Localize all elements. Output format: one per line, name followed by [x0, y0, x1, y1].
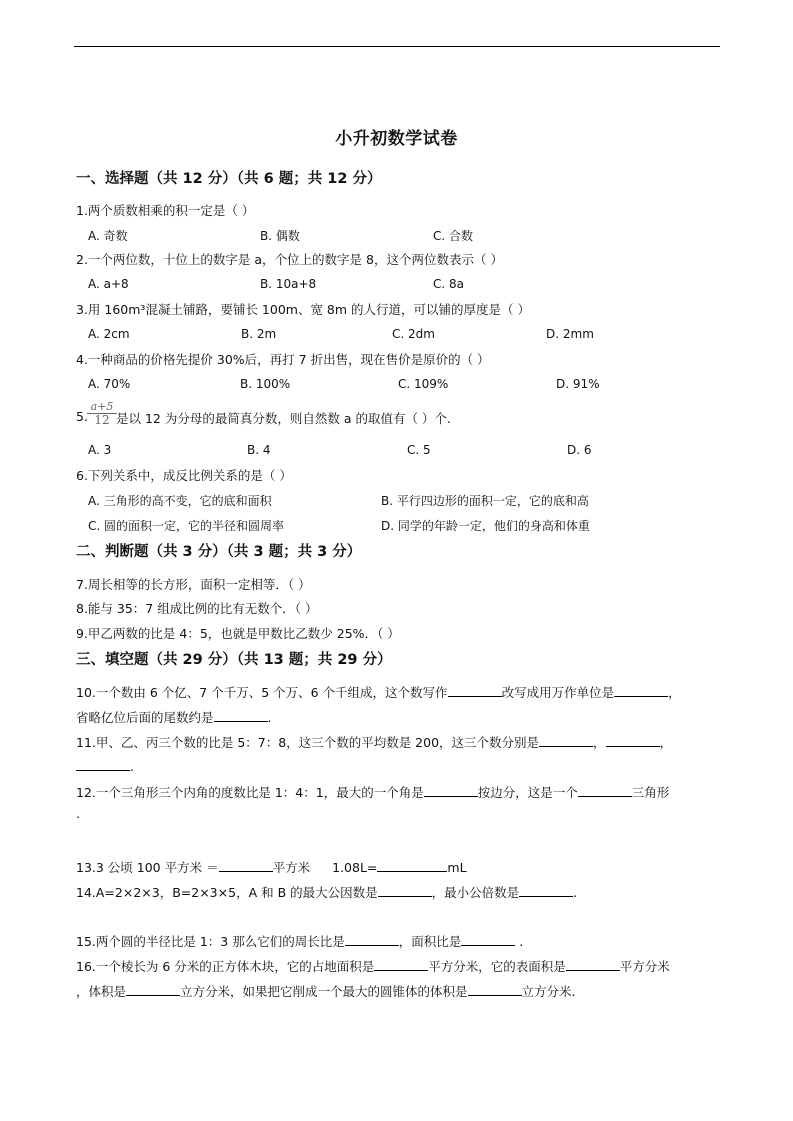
section-heading-choice: 一、选择题（共 12 分）（共 6 题；共 12 分） [76, 171, 382, 187]
question-9: 9.甲乙两数的比是 4：5，也就是甲数比乙数少 25%．（ ） [76, 626, 400, 641]
q16-text-a: 16.一个棱长为 6 分米的正方体木块，它的占地面积是 [76, 959, 375, 974]
question-5-number: 5. [76, 409, 88, 424]
q16-text-b: 平方分米，它的表面积是 [428, 959, 566, 974]
q4-option-d: D. 91% [556, 377, 600, 391]
q13-text-d: mL [447, 860, 467, 875]
q2-option-c: C. 8a [433, 277, 464, 291]
answer-blank [424, 784, 478, 797]
answer-blank [614, 684, 668, 697]
question-10-cont [76, 708, 272, 726]
q4-option-b: B. 100% [240, 377, 291, 391]
q1-option-a: A. 奇数 [88, 229, 128, 243]
answer-blank [126, 983, 180, 996]
answer-blank [461, 933, 515, 946]
q6-option-c: C. 圆的面积一定，它的半径和圆周率 [88, 519, 285, 533]
answer-blank [345, 933, 399, 946]
q5-option-c: C. 5 [407, 443, 431, 457]
question-8: 8.能与 35：7 组成比例的比有无数个．（ ） [76, 601, 318, 616]
q11-text-c: ， [659, 735, 673, 750]
question-12 [76, 783, 669, 801]
answer-blank [519, 884, 573, 897]
q1-option-c: C. 合数 [433, 229, 474, 243]
q10-text-e: . [267, 710, 272, 725]
q12-text-b: 按边分，这是一个 [477, 785, 578, 800]
q2-option-b: B. 10a+8 [260, 277, 317, 291]
q5-option-b: B. 4 [247, 443, 271, 457]
q3-option-b: B. 2m [241, 327, 277, 341]
q13-text-b: 平方米 [272, 860, 311, 875]
q14-text-a: 14.A=2×2×3，B=2×3×5，A 和 B 的最大公因数是 [76, 885, 378, 900]
answer-blank [578, 784, 632, 797]
q6-option-b: B. 平行四边形的面积一定，它的底和高 [381, 494, 589, 508]
answer-blank [377, 859, 447, 872]
answer-blank [374, 958, 428, 971]
question-1: 1.两个质数相乘的积一定是（ ） [76, 203, 255, 218]
q12-text-a: 12.一个三角形三个内角的度数比是 1：4：1，最大的一个角是 [76, 785, 424, 800]
question-4: 4.一种商品的价格先提价 30%后，再打 7 折出售，现在售价是原价的（ ） [76, 352, 490, 367]
q16-text-d: ，体积是 [76, 984, 127, 999]
section-heading-fill: 三、填空题（共 29 分）（共 13 题；共 29 分） [76, 652, 392, 668]
q3-option-a: A. 2cm [88, 327, 130, 341]
header-rule [74, 46, 720, 47]
q15-text-a: 15.两个圆的半径比是 1：3 那么它们的周长比是 [76, 934, 345, 949]
q16-text-e: 立方分米，如果把它削成一个最大的圆锥体的体积是 [180, 984, 468, 999]
q6-option-a: A. 三角形的高不变，它的底和面积 [88, 494, 272, 508]
q10-text-a: 10.一个数由 6 个亿、7 个千万、5 个万、6 个千组成，这个数写作 [76, 685, 448, 700]
question-2: 2.一个两位数，十位上的数字是 a，个位上的数字是 8，这个两位数表示（ ） [76, 252, 503, 267]
answer-blank [378, 884, 432, 897]
q12-text-c: 三角形 [631, 785, 670, 800]
answer-blank [468, 983, 522, 996]
question-6: 6.下列关系中，成反比例关系的是（ ） [76, 468, 292, 483]
q15-text-b: ，面积比是 [398, 934, 462, 949]
answer-blank [606, 734, 660, 747]
answer-blank [539, 734, 593, 747]
q4-option-c: C. 109% [398, 377, 449, 391]
answer-blank [566, 958, 620, 971]
q16-text-c: 平方分米 [619, 959, 670, 974]
q11-text-d: . [130, 759, 134, 774]
q13-text-c: 1.08L= [332, 860, 378, 875]
q14-text-b: ，最小公倍数是 [431, 885, 520, 900]
q5-fraction-numerator: a+5 [90, 400, 114, 413]
q10-text-c: ， [668, 685, 681, 700]
q5-option-a: A. 3 [88, 443, 112, 457]
question-14 [76, 883, 577, 901]
q3-option-d: D. 2mm [546, 327, 594, 341]
q2-option-a: A. a+8 [88, 277, 129, 291]
answer-blank [76, 758, 130, 771]
question-11 [76, 733, 672, 751]
question-7: 7.周长相等的长方形，面积一定相等．（ ） [76, 577, 311, 592]
q16-text-f: 立方分米. [521, 984, 576, 999]
q10-text-b: 改写成用万作单位是 [501, 685, 615, 700]
q6-option-d: D. 同学的年龄一定，他们的身高和体重 [381, 519, 590, 533]
q11-text-a: 11.甲、乙、丙三个数的比是 5：7：8，这三个数的平均数是 200，这三个数分别是 [76, 735, 540, 750]
q1-option-b: B. 偶数 [260, 229, 300, 243]
question-16-cont [76, 982, 576, 1000]
q4-option-a: A. 70% [88, 377, 131, 391]
question-13 [76, 858, 467, 876]
question-11-cont [76, 758, 134, 774]
question-10 [76, 683, 681, 701]
q5-option-d: D. 6 [567, 443, 592, 457]
question-12-cont: . [76, 806, 80, 821]
q5-fraction [84, 401, 120, 427]
answer-blank [219, 859, 273, 872]
answer-blank [448, 684, 502, 697]
q14-text-c: . [573, 885, 578, 900]
question-5: 是以 12 为分母的最简真分数，则自然数 a 的取值有（ ）个. [116, 411, 451, 426]
page-title: 小升初数学试卷 [335, 129, 458, 149]
q5-fraction-denominator: 12 [94, 413, 110, 427]
q3-option-c: C. 2dm [392, 327, 435, 341]
question-16 [76, 957, 670, 975]
q11-text-b: ， [593, 735, 606, 750]
question-15 [76, 932, 523, 950]
section-heading-judge: 二、判断题（共 3 分）（共 3 题；共 3 分） [76, 544, 362, 560]
q15-text-c: . [515, 934, 524, 949]
q10-text-d: 省略亿位后面的尾数约是 [76, 710, 214, 725]
answer-blank [214, 709, 268, 722]
question-3: 3.用 160m³混凝土铺路，要铺长 100m、宽 8m 的人行道，可以铺的厚度是（ ） [76, 302, 531, 317]
q13-text-a: 13.3 公顷 100 平方米 ＝ [76, 860, 219, 875]
